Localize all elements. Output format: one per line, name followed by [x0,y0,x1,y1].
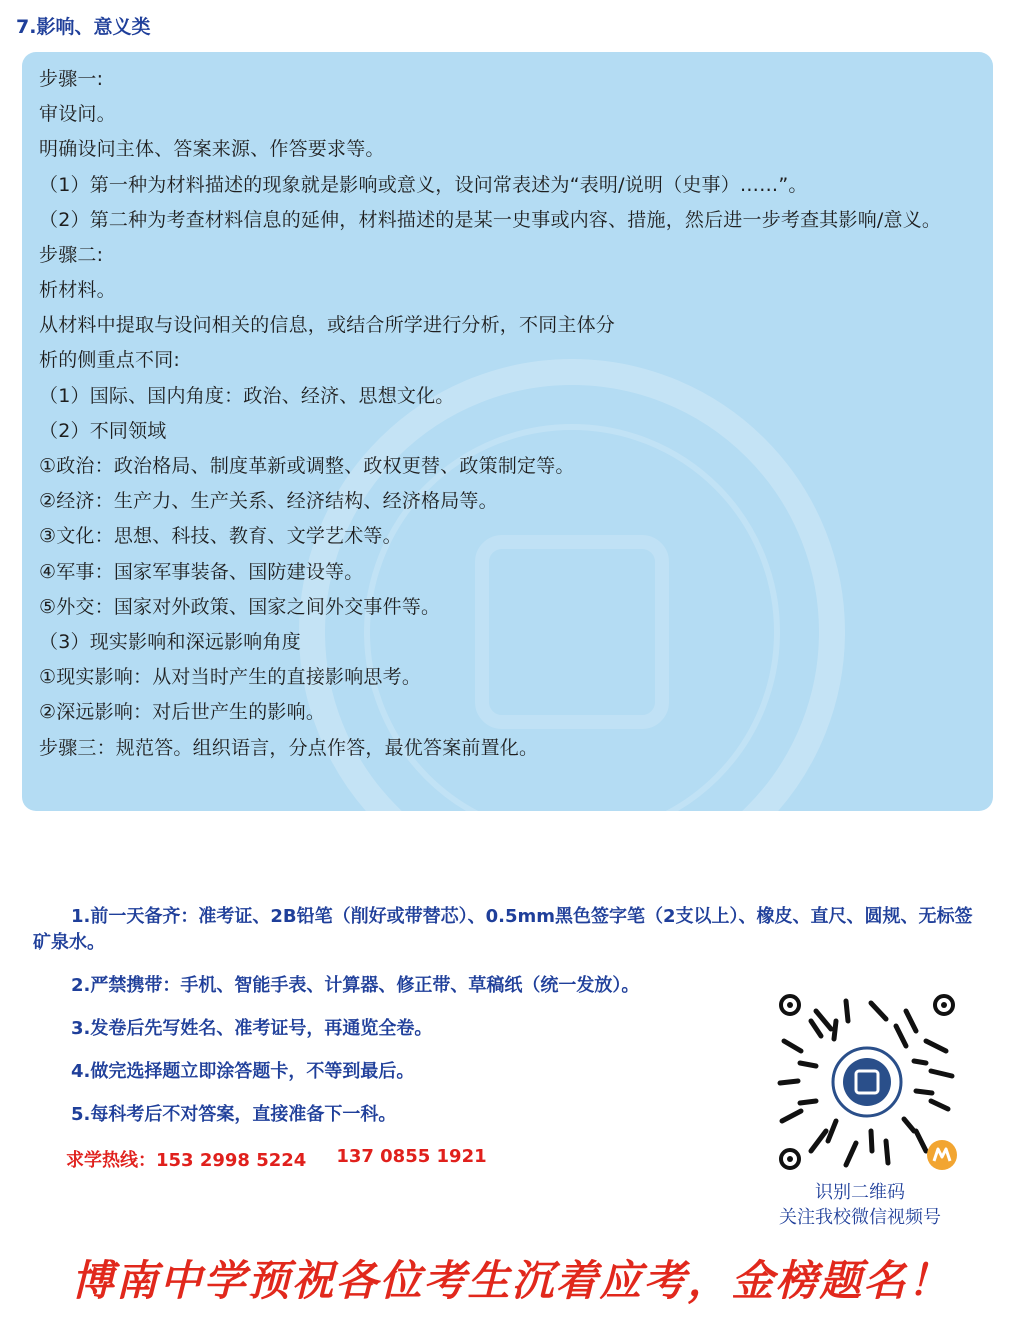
step-line: ③文化：思想、科技、教育、文学艺术等。 [39,525,402,548]
step-line: ①政治：政治格局、制度革新或调整、政权更替、政策制定等。 [39,455,575,478]
step-line: 审设问。 [39,103,116,126]
hotline-phone-2[interactable]: 137 0855 1921 [336,1146,487,1167]
steps-box [22,52,993,811]
hotline-label: 求学热线： [66,1150,156,1171]
hotline-phone-1[interactable]: 153 2998 5224 [156,1150,307,1171]
tip-item: 4.做完选择题立即涂答题卡，不等到最后。 [71,1061,415,1082]
qr-caption [740,1180,980,1230]
slogan-banner: 博南中学预祝各位考生沉着应考，金榜题名！ [71,1256,952,1305]
step-line: （2）不同领域 [39,419,167,442]
tip-item: 3.发卷后先写姓名、准考证号，再通览全卷。 [71,1018,433,1039]
step-line: 步骤二: [39,243,104,266]
qr-caption-line-2: 关注我校微信视频号 [779,1207,941,1228]
step-line: （1）第一种为材料描述的现象就是影响或意义，设问常表述为“表明/说明（史事）……”。 [39,173,808,196]
tip-item: 1.前一天备齐：准考证、2B铅笔（削好或带替芯）、0.5mm黑色签字笔（2支以上）、橡皮、直尺、圆规、无标签矿泉水。 [33,906,973,953]
step-line: ④军事：国家军事装备、国防建设等。 [39,560,364,583]
step-line: 步骤一: [39,68,104,90]
step-line: （3）现实影响和深远影响角度 [39,631,301,654]
section-title: 7.影响、意义类 [16,16,151,38]
hotline-numbers [66,1146,306,1172]
step-line: ②深远影响：对后世产生的影响。 [39,701,326,724]
step-line: 明确设问主体、答案来源、作答要求等。 [39,138,385,161]
step-line: ⑤外交：国家对外政策、国家之间外交事件等。 [39,595,441,618]
step-line: 析的侧重点不同: [39,349,181,372]
tip-item: 5.每科考后不对答案，直接准备下一科。 [71,1104,397,1125]
step-line: 析材料。 [39,279,116,302]
hotline [66,1146,487,1172]
step-line: ①现实影响：从对当时产生的直接影响思考。 [39,666,422,689]
step-line: ②经济：生产力、生产关系、经济结构、经济格局等。 [39,490,498,513]
step-line: 步骤三：规范答。组织语言，分点作答，最优答案前置化。 [39,736,539,759]
qr-code-icon[interactable] [776,991,958,1173]
step-line: 从材料中提取与设问相关的信息，或结合所学进行分析，不同主体分 [39,314,616,337]
tip-item: 2.严禁携带：手机、智能手表、计算器、修正带、草稿纸（统一发放）。 [71,975,640,996]
step-line: （2）第二种为考查材料信息的延伸，材料描述的是某一史事或内容、措施，然后进一步考查其影响/意义。 [39,208,942,231]
step-line: （1）国际、国内角度：政治、经济、思想文化。 [39,384,455,407]
qr-caption-line-1: 识别二维码 [815,1182,905,1203]
